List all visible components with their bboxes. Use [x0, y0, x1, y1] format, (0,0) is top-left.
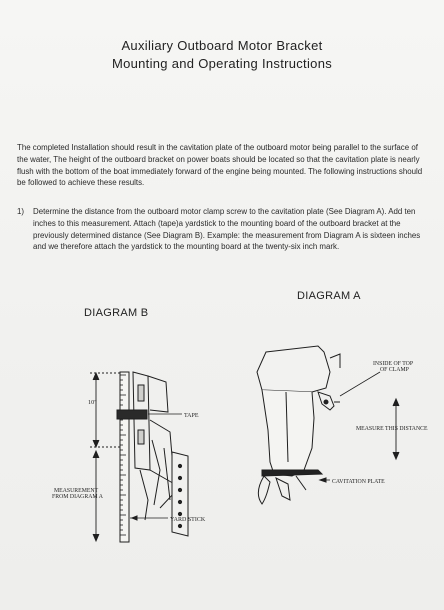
step-1-number: 1)	[17, 207, 25, 216]
intro-paragraph: The completed Installation should result in the cavitation plate of the outboard motor being parallel to the surface of the water, The height of the outboard bracket on power boats should be located so that the cavitation plate is nearly flush with the bottom of the boat immediately forward of the engine being mounted. The following instructions should be followed to achieve these results.	[17, 143, 423, 188]
tape-callout: TAPE	[184, 413, 199, 419]
yardstick-callout: YARD STICK	[170, 517, 206, 523]
measurement-callout-line1: MEASUREMENT	[54, 488, 99, 494]
mounting-board	[133, 372, 168, 470]
document-title-line1: Auxiliary Outboard Motor Bracket	[121, 38, 323, 53]
tape-band	[117, 410, 147, 419]
dimension-10-line	[90, 373, 120, 447]
document-title-line2: Mounting and Operating Instructions	[111, 56, 333, 71]
step-1-text: Determine the distance from the outboard motor clamp screw to the cavitation plate (See Diagram A). Add ten inches to this measurement. Attach (tape)a yardstick to the mounting board of the outboard bracket at the previously determined distance (See Diagram B). Example: the measurement from Diagram A is sixteen inches and we therefore attach the yardstick to the mounting board at the twenty-six inch mark.	[33, 207, 421, 252]
clamp-callout-line1: INSIDE OF TOP	[373, 361, 414, 367]
cavitation-plate-callout: CAVITATION PLATE	[332, 479, 385, 485]
yardstick	[120, 372, 129, 542]
measure-distance-callout: MEASURE THIS DISTANCE	[356, 426, 428, 432]
motor-cowling	[257, 346, 330, 392]
clamp-callout-leader	[340, 372, 380, 396]
dimension-10-label: 10"	[88, 399, 97, 406]
transom-plate	[172, 452, 188, 536]
motor-shaft	[262, 390, 314, 476]
clamp-callout-line2: OF CLAMP	[380, 367, 409, 373]
cavitation-plate	[262, 470, 322, 476]
propeller	[258, 476, 270, 504]
diagram-b-label: DIAGRAM B	[84, 307, 149, 319]
diagram-a-label: DIAGRAM A	[297, 290, 361, 302]
measurement-callout-line2: FROM DIAGRAM A	[52, 494, 103, 500]
